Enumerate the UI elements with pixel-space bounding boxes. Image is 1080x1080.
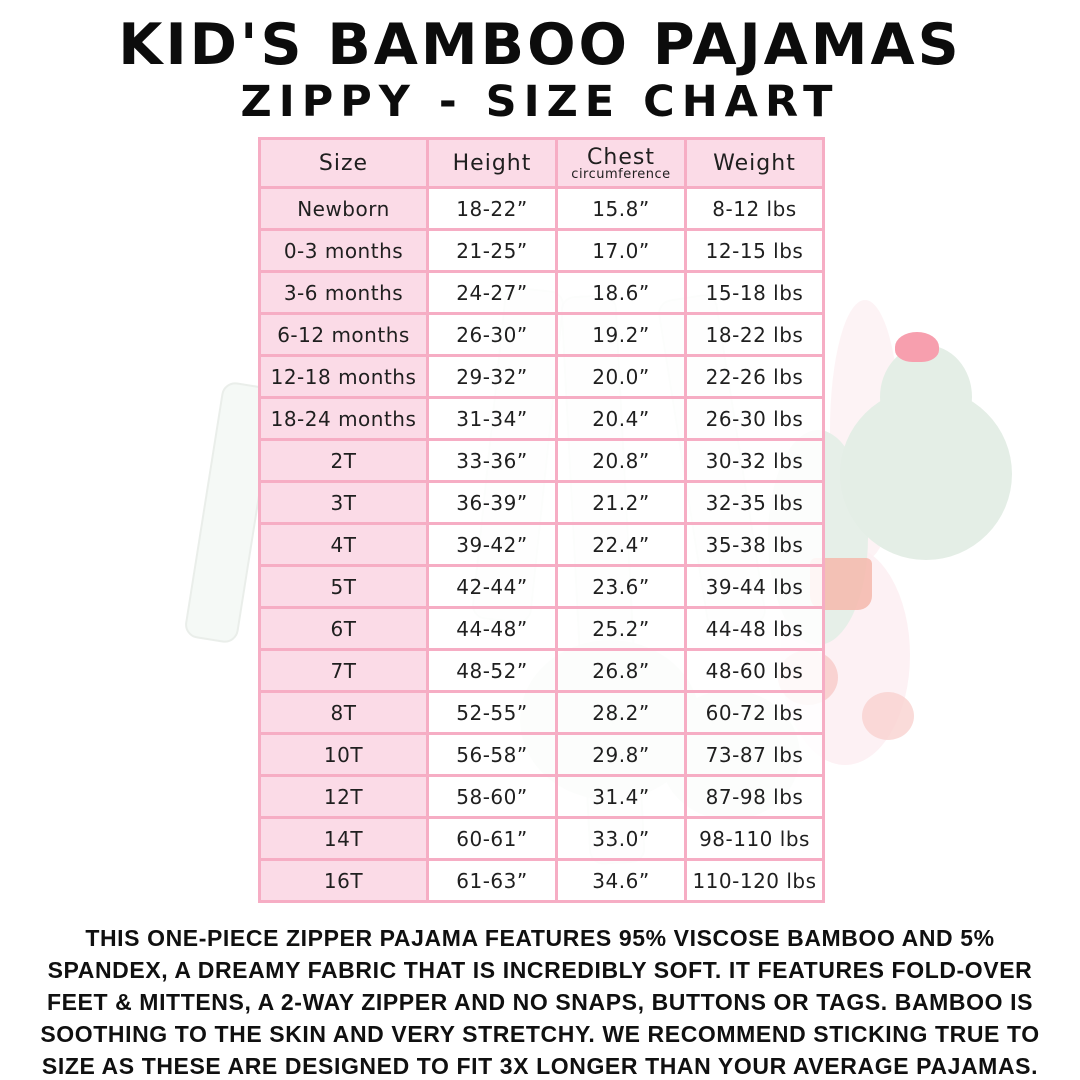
table-row xyxy=(260,608,824,650)
table-body xyxy=(260,188,824,902)
page-subtitle: ZIPPY - SIZE CHART xyxy=(240,77,840,127)
weight-cell: 32-35 lbs xyxy=(686,482,824,524)
size-chart-table xyxy=(258,137,825,903)
height-cell: 31-34” xyxy=(428,398,557,440)
height-cell: 18-22” xyxy=(428,188,557,230)
height-cell: 58-60” xyxy=(428,776,557,818)
size-cell: 3-6 months xyxy=(260,272,428,314)
height-cell: 36-39” xyxy=(428,482,557,524)
height-column-header: Height xyxy=(428,139,557,188)
description-line: SOOTHING TO THE SKIN AND VERY STRETCHY. WE RECOMMEND STICKING TRUE TO xyxy=(40,1021,1040,1047)
description-line: SIZE AS THESE ARE DESIGNED TO FIT 3X LONGER THAN YOUR AVERAGE PAJAMAS. xyxy=(41,1053,1039,1079)
weight-cell: 39-44 lbs xyxy=(686,566,824,608)
table-row xyxy=(260,650,824,692)
chest-cell: 15.8” xyxy=(557,188,686,230)
height-cell: 61-63” xyxy=(428,860,557,902)
chest-cell: 33.0” xyxy=(557,818,686,860)
height-cell: 52-55” xyxy=(428,692,557,734)
height-cell: 39-42” xyxy=(428,524,557,566)
table-row xyxy=(260,230,824,272)
weight-cell: 30-32 lbs xyxy=(686,440,824,482)
watermark-flower xyxy=(862,692,914,740)
table-row xyxy=(260,566,824,608)
weight-cell: 35-38 lbs xyxy=(686,524,824,566)
weight-column-header: Weight xyxy=(686,139,824,188)
cactus-flower-icon xyxy=(895,332,939,362)
height-cell: 21-25” xyxy=(428,230,557,272)
chest-column-header xyxy=(557,139,686,188)
size-cell: 12-18 months xyxy=(260,356,428,398)
chest-cell: 20.0” xyxy=(557,356,686,398)
size-cell: 16T xyxy=(260,860,428,902)
chest-cell: 28.2” xyxy=(557,692,686,734)
table-row xyxy=(260,860,824,902)
description-line: THIS ONE-PIECE ZIPPER PAJAMA FEATURES 95% VISCOSE BAMBOO AND 5% xyxy=(85,925,995,951)
table-row xyxy=(260,188,824,230)
table-row xyxy=(260,398,824,440)
size-cell: 10T xyxy=(260,734,428,776)
size-cell: 8T xyxy=(260,692,428,734)
weight-cell: 15-18 lbs xyxy=(686,272,824,314)
chest-cell: 20.8” xyxy=(557,440,686,482)
weight-cell: 26-30 lbs xyxy=(686,398,824,440)
size-cell: 3T xyxy=(260,482,428,524)
height-cell: 60-61” xyxy=(428,818,557,860)
weight-cell: 22-26 lbs xyxy=(686,356,824,398)
product-description xyxy=(0,922,1080,1080)
height-cell: 26-30” xyxy=(428,314,557,356)
height-cell: 24-27” xyxy=(428,272,557,314)
chest-cell: 21.2” xyxy=(557,482,686,524)
weight-cell: 12-15 lbs xyxy=(686,230,824,272)
size-cell: 4T xyxy=(260,524,428,566)
table-row xyxy=(260,734,824,776)
weight-cell: 87-98 lbs xyxy=(686,776,824,818)
chest-cell: 34.6” xyxy=(557,860,686,902)
chest-cell: 26.8” xyxy=(557,650,686,692)
size-cell: 2T xyxy=(260,440,428,482)
header-row xyxy=(260,139,824,188)
chest-cell: 19.2” xyxy=(557,314,686,356)
height-cell: 33-36” xyxy=(428,440,557,482)
chest-cell: 22.4” xyxy=(557,524,686,566)
weight-cell: 18-22 lbs xyxy=(686,314,824,356)
size-cell: 6-12 months xyxy=(260,314,428,356)
chest-cell: 23.6” xyxy=(557,566,686,608)
weight-cell: 98-110 lbs xyxy=(686,818,824,860)
table-row xyxy=(260,482,824,524)
table-row xyxy=(260,356,824,398)
page-title: KID'S BAMBOO PAJAMAS xyxy=(118,12,962,78)
height-cell: 29-32” xyxy=(428,356,557,398)
height-cell: 56-58” xyxy=(428,734,557,776)
chest-header-label: Chest xyxy=(587,144,655,170)
chest-cell: 29.8” xyxy=(557,734,686,776)
size-cell: 0-3 months xyxy=(260,230,428,272)
table-row xyxy=(260,440,824,482)
weight-cell: 44-48 lbs xyxy=(686,608,824,650)
chest-cell: 25.2” xyxy=(557,608,686,650)
chest-cell: 20.4” xyxy=(557,398,686,440)
weight-cell: 110-120 lbs xyxy=(686,860,824,902)
height-cell: 48-52” xyxy=(428,650,557,692)
table-row xyxy=(260,524,824,566)
size-cell: 7T xyxy=(260,650,428,692)
table-row xyxy=(260,314,824,356)
table-header xyxy=(260,139,824,188)
chest-cell: 31.4” xyxy=(557,776,686,818)
weight-cell: 8-12 lbs xyxy=(686,188,824,230)
chest-cell: 18.6” xyxy=(557,272,686,314)
weight-cell: 60-72 lbs xyxy=(686,692,824,734)
chest-cell: 17.0” xyxy=(557,230,686,272)
table-row xyxy=(260,818,824,860)
weight-cell: 48-60 lbs xyxy=(686,650,824,692)
size-cell: 18-24 months xyxy=(260,398,428,440)
chest-header-subnote: circumference xyxy=(571,166,671,182)
size-cell: 12T xyxy=(260,776,428,818)
size-cell: 14T xyxy=(260,818,428,860)
size-cell: 5T xyxy=(260,566,428,608)
weight-cell: 73-87 lbs xyxy=(686,734,824,776)
table-row xyxy=(260,692,824,734)
height-cell: 44-48” xyxy=(428,608,557,650)
description-line: SPANDEX, A DREAMY FABRIC THAT IS INCREDIBLY SOFT. IT FEATURES FOLD-OVER xyxy=(47,957,1033,983)
height-cell: 42-44” xyxy=(428,566,557,608)
size-column-header: Size xyxy=(260,139,428,188)
size-cell: 6T xyxy=(260,608,428,650)
table-row xyxy=(260,776,824,818)
table-row xyxy=(260,272,824,314)
size-cell: Newborn xyxy=(260,188,428,230)
description-line: FEET & MITTENS, A 2-WAY ZIPPER AND NO SNAPS, BUTTONS OR TAGS. BAMBOO IS xyxy=(46,989,1034,1015)
